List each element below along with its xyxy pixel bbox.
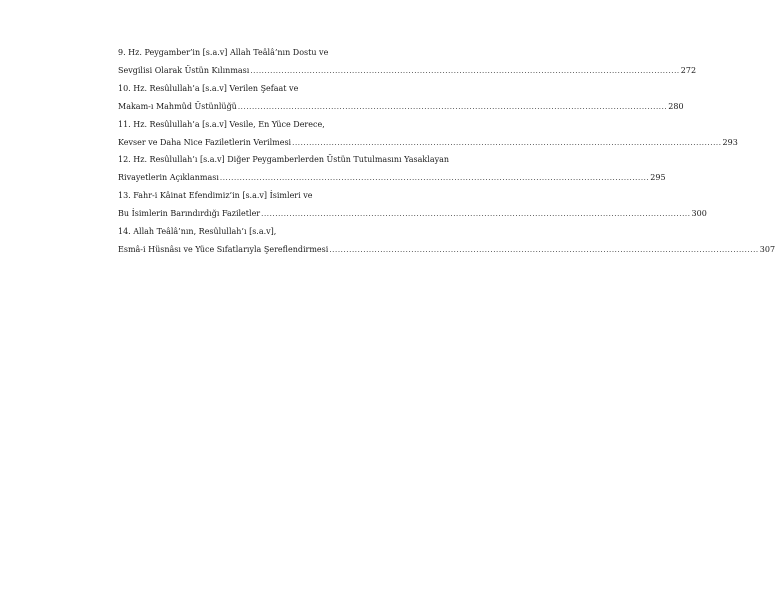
toc-entry-title-end: Makam-ı Mahmûd Üstünlüğü [118,101,237,111]
toc-entry-title-line: 11. Hz. Resûlullah’a [s.a.v] Vesile, En Yüce Derece, [118,119,325,129]
toc-entry[interactable] [118,48,697,76]
dot-leader: ........................................................................................................................................................ [329,245,759,254]
toc-page-number: 295 [650,173,666,183]
dot-leader: ........................................................................................................................................................ [261,210,691,219]
toc-entry-title-line: 14. Allah Teâlâ’nın, Resûlullah’ı [s.a.v], [118,226,277,236]
toc-entry[interactable] [118,155,666,183]
toc-entry-title-end: Sevgilisi Olarak Üstün Kılınması [118,66,250,75]
toc-page-number: 272 [680,66,697,75]
dot-leader: ........................................................................................................................................................ [219,174,650,183]
toc-entry-title-line: 9. Hz. Peygamber’in [s.a.v] Allah Teâlâ’nın Dostu ve [118,48,329,57]
toc-page-number: 300 [691,209,707,219]
toc-entry-title-last-line [118,137,738,148]
dot-leader: ........................................................................................................................................................ [292,138,722,147]
toc-entry-title-end: Rivayetlerin Açıklanması [118,173,219,183]
toc-entry[interactable] [118,191,707,219]
toc-entry-title-last-line [118,209,707,219]
toc-entry-title-line: 12. Hz. Resûlullah’ı [s.a.v] Diğer Peygamberlerden Üstün Tutulmasını Yasaklayan [118,155,450,165]
toc-page-number: 280 [668,101,684,111]
toc-entry-title-last-line [118,244,775,255]
dot-leader: ........................................................................................................................................................ [237,102,668,111]
toc-entry[interactable] [118,119,738,148]
toc-page-number: 307 [759,244,775,254]
toc-entry[interactable] [118,226,775,255]
toc-entry-title-line: 10. Hz. Resûlullah’a [s.a.v] Verilen Şefaat ve [118,83,299,93]
toc-entry-title-last-line [118,101,684,112]
toc-entry[interactable] [118,83,684,112]
toc-entry-title-last-line [118,66,697,76]
toc-entry-title-last-line [118,173,666,183]
toc-entry-title-line: 13. Fahr-i Kâinat Efendimiz’in [s.a.v] İsimleri ve [118,191,313,201]
toc-entry-title-end: Esmâ-i Hüsnâsı ve Yüce Sıfatlarıyla Şereflendirmesi [118,244,329,254]
toc-entry-title-end: Bu İsimlerin Barındırdığı Faziletler [118,209,261,219]
toc-entry-title-end: Kevser ve Daha Nice Faziletlerin Verilmesi [118,137,292,147]
dot-leader: ........................................................................................................................................................ [250,67,680,75]
toc-page-number: 293 [722,137,738,147]
table-of-contents [118,48,775,263]
